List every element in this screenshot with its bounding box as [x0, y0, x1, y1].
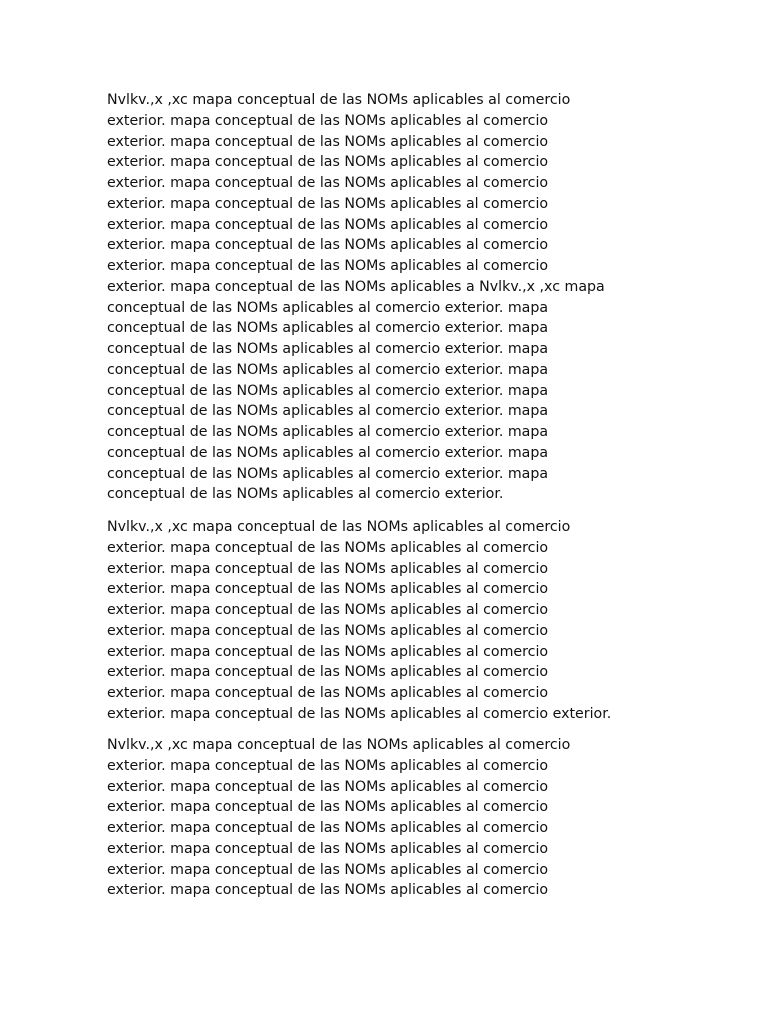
paragraph-line: exterior. mapa conceptual de las NOMs aplicables al comercio [107, 154, 549, 171]
paragraph-line: exterior. mapa conceptual de las NOMs aplicables al comercio [107, 778, 549, 795]
paragraph-line: exterior. mapa conceptual de las NOMs aplicables al comercio [107, 664, 549, 681]
paragraph-line: Nvlkv.,x ,xc mapa conceptual de las NOMs aplicables al comercio [107, 519, 571, 535]
paragraph-1 [107, 90, 667, 505]
paragraph-line: conceptual de las NOMs aplicables al comercio exterior. mapa [107, 382, 549, 399]
paragraph-line: exterior. mapa conceptual de las NOMs aplicables al comercio [107, 757, 549, 774]
paragraph-line: exterior. mapa conceptual de las NOMs aplicables al comercio exterior. [107, 705, 612, 722]
paragraph-line: exterior. mapa conceptual de las NOMs aplicables al comercio [107, 622, 549, 639]
paragraph-line: conceptual de las NOMs aplicables al comercio exterior. mapa [107, 444, 549, 461]
paragraph-line: exterior. mapa conceptual de las NOMs aplicables al comercio [107, 820, 549, 836]
paragraph-line: exterior. mapa conceptual de las NOMs aplicables al comercio [107, 643, 549, 660]
paragraph-line: exterior. mapa conceptual de las NOMs aplicables al comercio [107, 216, 549, 233]
paragraph-line: Nvlkv.,x ,xc mapa conceptual de las NOMs aplicables al comercio [107, 92, 571, 108]
paragraph-line: conceptual de las NOMs aplicables al comercio exterior. mapa [107, 424, 549, 440]
paragraph-line: exterior. mapa conceptual de las NOMs aplicables al comercio [107, 112, 549, 129]
paragraph-line: conceptual de las NOMs aplicables al comercio exterior. [107, 486, 504, 503]
paragraph-line: conceptual de las NOMs aplicables al comercio exterior. mapa [107, 465, 549, 482]
paragraph-line: exterior. mapa conceptual de las NOMs aplicables al comercio [107, 840, 549, 857]
paragraph-3 [107, 735, 667, 901]
paragraph-line: conceptual de las NOMs aplicables al comercio exterior. mapa [107, 403, 549, 420]
paragraph-line: exterior. mapa conceptual de las NOMs aplicables al comercio [107, 195, 549, 212]
paragraph-line: conceptual de las NOMs aplicables al comercio exterior. mapa [107, 361, 549, 378]
paragraph-line: exterior. mapa conceptual de las NOMs aplicables al comercio [107, 539, 549, 556]
paragraph-line: conceptual de las NOMs aplicables al comercio exterior. mapa [107, 320, 549, 337]
paragraph-2 [107, 517, 667, 725]
paragraph-line: conceptual de las NOMs aplicables al comercio exterior. mapa [107, 299, 549, 316]
paragraph-line: conceptual de las NOMs aplicables al comercio exterior. mapa [107, 341, 549, 357]
paragraph-line: exterior. mapa conceptual de las NOMs aplicables al comercio [107, 560, 549, 577]
paragraph-line: exterior. mapa conceptual de las NOMs aplicables al comercio [107, 882, 549, 899]
paragraph-line: exterior. mapa conceptual de las NOMs aplicables al comercio [107, 133, 549, 150]
paragraph-line: Nvlkv.,x ,xc mapa conceptual de las NOMs aplicables al comercio [107, 737, 571, 753]
paragraph-line: exterior. mapa conceptual de las NOMs aplicables al comercio [107, 799, 549, 816]
paragraph-line: exterior. mapa conceptual de las NOMs aplicables a Nvlkv.,x ,xc mapa [107, 278, 605, 295]
paragraph-line: exterior. mapa conceptual de las NOMs aplicables al comercio [107, 685, 549, 701]
paragraph-line: exterior. mapa conceptual de las NOMs aplicables al comercio [107, 258, 549, 274]
paragraph-line: exterior. mapa conceptual de las NOMs aplicables al comercio [107, 237, 549, 254]
paragraph-line: exterior. mapa conceptual de las NOMs aplicables al comercio [107, 581, 549, 598]
paragraph-line: exterior. mapa conceptual de las NOMs aplicables al comercio [107, 175, 549, 191]
paragraph-line: exterior. mapa conceptual de las NOMs aplicables al comercio [107, 602, 549, 618]
paragraph-line: exterior. mapa conceptual de las NOMs aplicables al comercio [107, 861, 549, 878]
